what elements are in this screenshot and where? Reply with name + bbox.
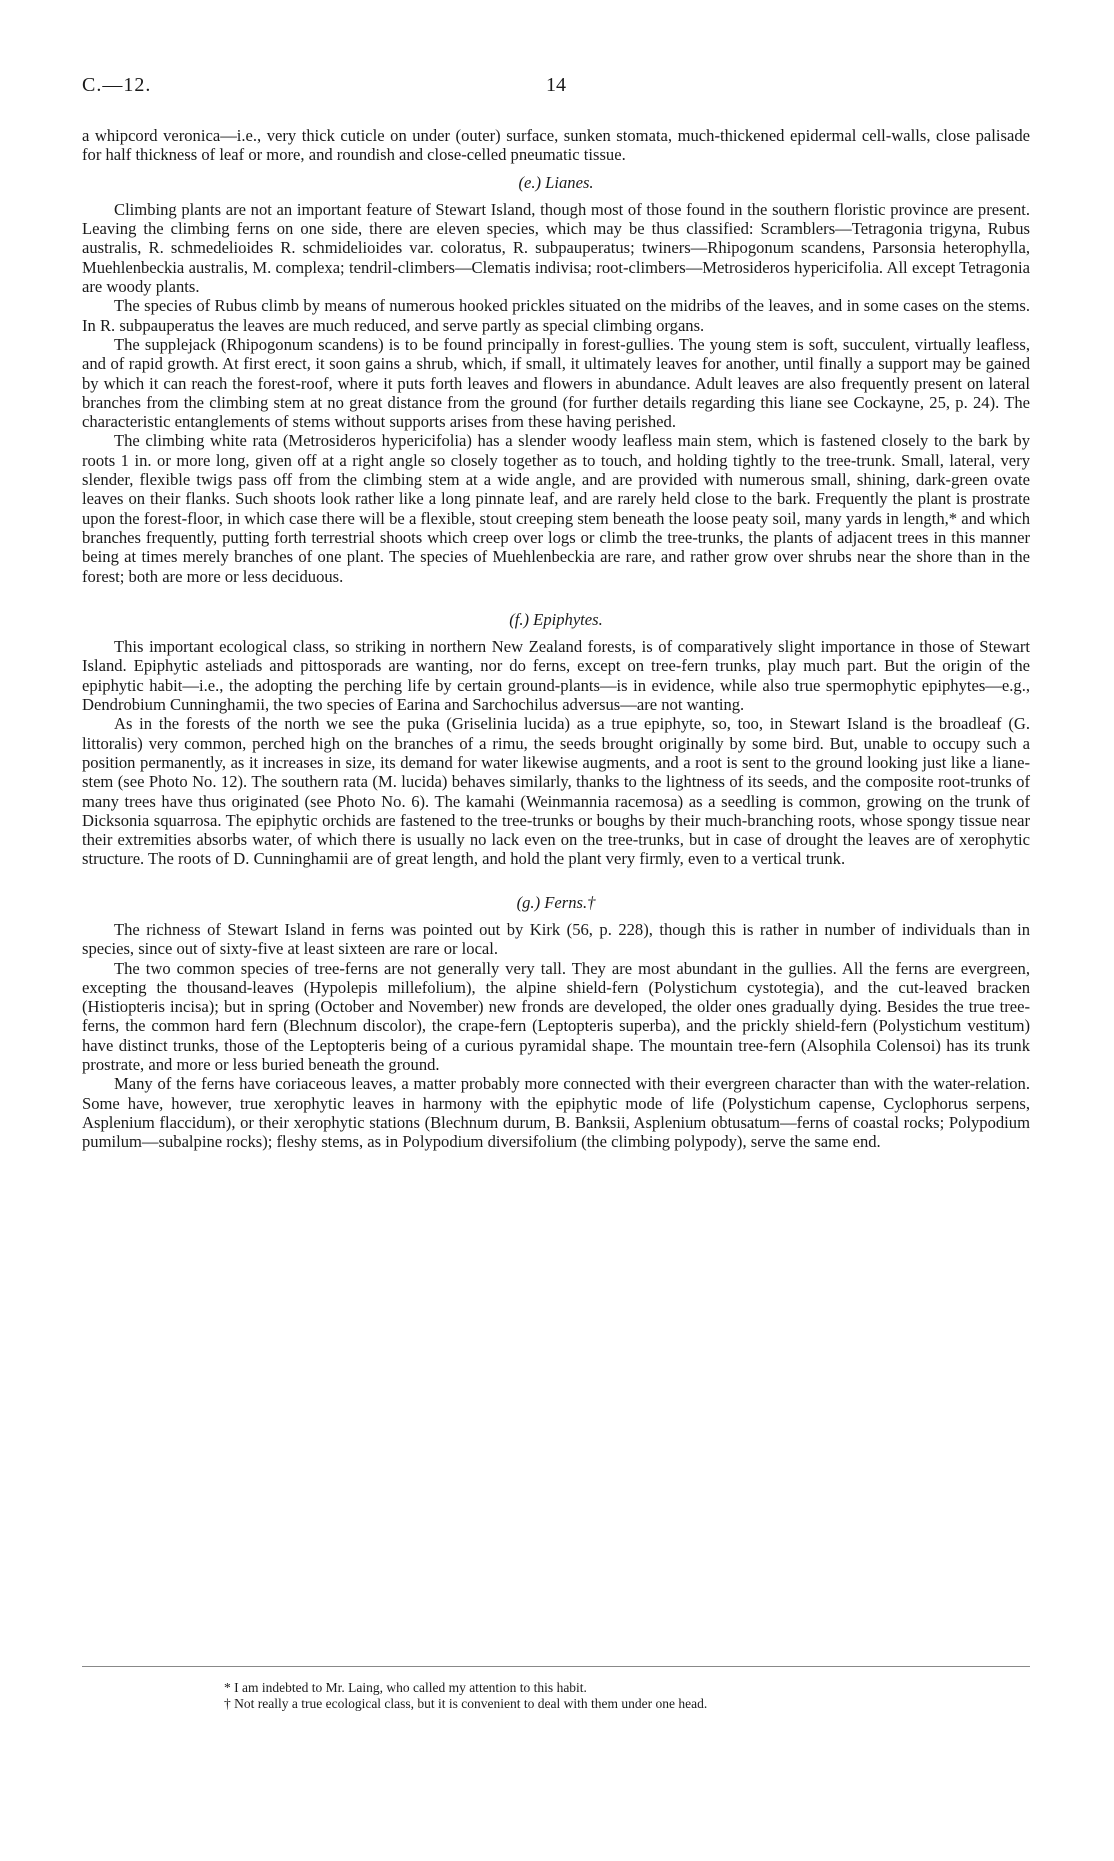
paragraph-puka: As in the forests of the north we see the puka (Griselinia lucida) as a true epiphyte, so, too, in Stewart Island is the broadleaf (G. littoralis) very common, perched high on the branches of a rimu, the seeds brought originally by some bird. But, unable to occupy such a position permanently, as it increases in size, its demand for water likewise augments, and a root is sent to the ground looking just like a liane-stem (see Photo No. 12). The southern rata (M. lucida) behaves similarly, thanks to the lightness of its seeds, and the composite root-trunks of many trees have thus originated (see Photo No. 6). The kamahi (Weinmannia racemosa) as a seedling is common, growing on the trunk of Dicksonia squarrosa. The epiphytic orchids are fastened to the tree-trunks or boughs by their much-branching roots, whose spongy tissue near their extremities absorbs water, of which there is usually no lack even on the tree-trunks, but in case of drought the leaves are of xerophytic structure. The roots of D. Cunninghamii are of great length, and hold the plant very firmly, even to a vertical trunk. <box>82 714 1030 869</box>
footnote-dagger: † Not really a true ecological class, but it is convenient to deal with them under one head. <box>224 1696 708 1711</box>
paragraph-epiphytes-intro: This important ecological class, so striking in northern New Zealand forests, is of comparatively slight importance in those of Stewart Island. Epiphytic asteliads and pittosporads are wanting, nor do ferns, except on tree-fern trunks, play much part. But the origin of the epiphytic habit—i.e., the adopting the perching life by certain ground-plants—is in evidence, while also true spermophytic epiphytes—e.g., Dendrobium Cunninghamii, the two species of Earina and Sarchochilus adversus—are not wanting. <box>82 637 1030 715</box>
footnotes <box>224 1680 984 1712</box>
paragraph-coriaceous-leaves: Many of the ferns have coriaceous leaves, a matter probably more connected with their evergreen character than with the water-relation. Some have, however, true xerophytic leaves in harmony with the epiphytic mode of life (Polystichum capense, Cyclophorus serpens, Asplenium flaccidum), or their xerophytic stations (Blechnum durum, B. Banksii, Asplenium obtusatum—ferns of coastal rocks; Polypodium pumilum—subalpine rocks); fleshy stems, as in Polypodium diversifolium (the climbing polypody), serve the same end. <box>82 1074 1030 1152</box>
section-heading-ferns: (g.) Ferns.† <box>516 892 596 912</box>
footnote-divider <box>82 1666 1030 1667</box>
section-heading-lianes: (e.) Lianes. <box>518 172 594 192</box>
page-number: 14 <box>546 74 566 96</box>
paragraph-lianes-classification: Climbing plants are not an important feature of Stewart Island, though most of those found in the southern floristic province are present. Leaving the climbing ferns on one side, there are eleven species, which may be thus classified: Scramblers—Tetragonia trigyna, Rubus australis, R. schmedelioides R. schmidelioides var. coloratus, R. subpauperatus; twiners—Rhipogonum scandens, Parsonsia heterophylla, Muehlenbeckia australis, M. complexa; tendril-climbers—Clematis indivisa; root-climbers—Metrosideros hypericifolia. All except Tetragonia are woody plants. <box>82 199 1030 297</box>
paragraph-white-rata: The climbing white rata (Metrosideros hypericifolia) has a slender woody leafless main stem, which is fastened closely to the bark by roots 1 in. or more long, given off at a right angle so closely together as to touch, and holding tightly to the tree-trunk. Small, lateral, very slender, flexible twigs pass off from the climbing stem at a wide angle, and are provided with numerous small, shining, dark-green ovate leaves on their flanks. Such shoots look rather like a long pinnate leaf, and are rarely held close to the bark. Frequently the plant is prostrate upon the forest-floor, in which case there will be a flexible, stout creeping stem beneath the loose peaty soil, many yards in length,* and which branches frequently, putting forth terrestrial shoots which creep over logs or climb the tree-trunks, the plants of adjacent trees in this manner being at times merely branches of one plant. The species of Muehlenbeckia are rare, and rather grow over shrubs near the shore than in the forest; both are more or less deciduous. <box>82 431 1030 586</box>
paragraph-tree-ferns: The two common species of tree-ferns are not generally very tall. They are most abundant in the gullies. All the ferns are evergreen, excepting the thousand-leaves (Hypolepis millefolium), the alpine shield-fern (Polystichum cystotegia), and the cut-leaved bracken (Histiopteris incisa); but in spring (October and November) new fronds are developed, the older ones gradually dying. Besides the true tree-ferns, the common hard fern (Blechnum discolor), the crape-fern (Leptopteris superba), and the prickly shield-fern (Polystichum vestitum) have distinct trunks, those of the Leptopteris being of a curious pyramidal shape. The mountain tree-fern (Alsophila Colensoi) has its trunk prostrate, and more or less buried beneath the ground. <box>82 958 1030 1075</box>
section-heading-epiphytes: (f.) Epiphytes. <box>509 609 603 629</box>
footnote-asterisk: * I am indebted to Mr. Laing, who called my attention to this habit. <box>224 1680 587 1695</box>
paragraph-continuation: a whipcord veronica—i.e., very thick cuticle on under (outer) surface, sunken stomata, much-thickened epidermal cell-walls, close palisade for half thickness of leaf or more, and roundish and close-celled pneumatic tissue. <box>82 126 1030 165</box>
document-code: C.—12. <box>82 74 152 96</box>
paragraph-supplejack: The supplejack (Rhipogonum scandens) is to be found principally in forest-gullies. The young stem is soft, succulent, virtually leafless, and of rapid growth. At first erect, it soon gains a shrub, which, if small, it ultimately leaves for another, until finally a support may be gained by which it can reach the forest-roof, where it puts forth leaves and flowers in abundance. Adult leaves are also frequently present on lateral branches from the climbing stem at no great distance from the ground (for further details regarding this liane see Cockayne, 25, p. 24). The characteristic entanglements of stems without supports arises from these having perished. <box>82 334 1030 432</box>
paragraph-rubus: The species of Rubus climb by means of numerous hooked prickles situated on the midribs of the leaves, and in some cases on the stems. In R. subpauperatus the leaves are much reduced, and serve partly as special climbing organs. <box>82 296 1030 335</box>
paragraph-ferns-richness: The richness of Stewart Island in ferns was pointed out by Kirk (56, p. 228), though this is rather in number of individuals than in species, since out of sixty-five at least sixteen are rare or local. <box>82 919 1030 959</box>
page-header <box>0 74 1114 102</box>
page-body <box>82 126 1030 1152</box>
